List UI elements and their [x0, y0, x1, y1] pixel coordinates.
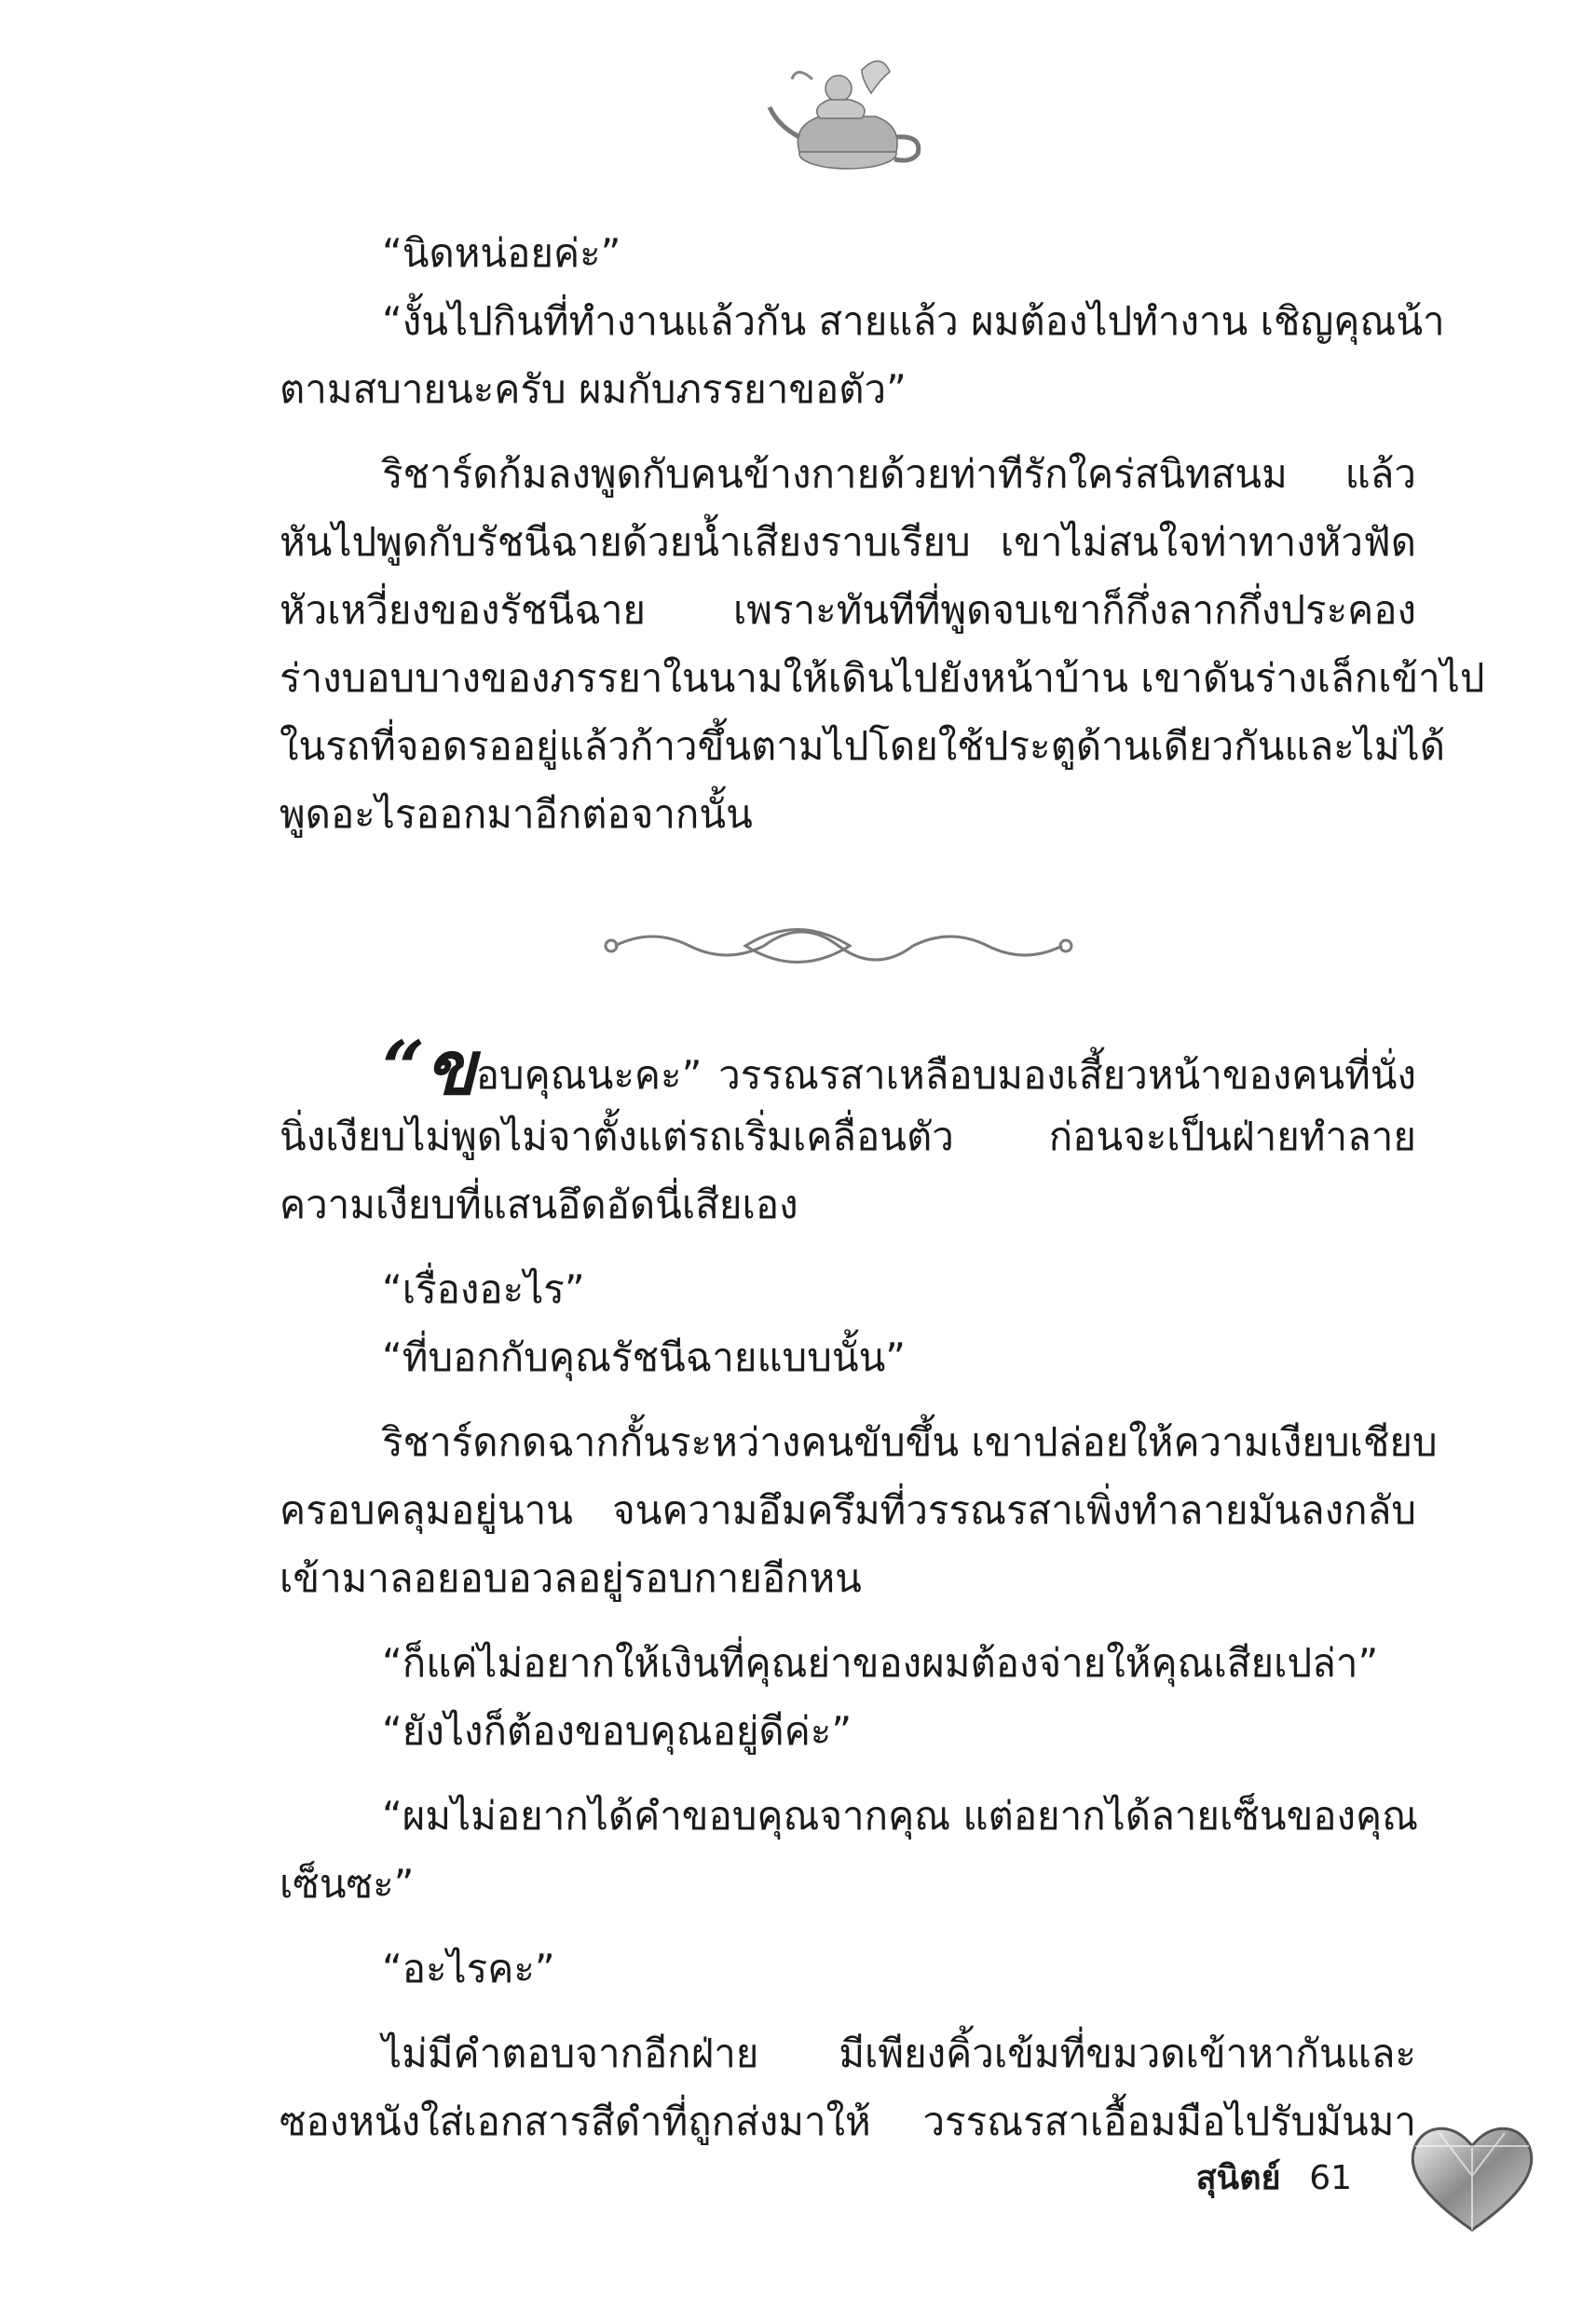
- text-line: ซองหนังใส่เอกสารสีดำที่ถูกส่งมาให้ วรรณรสาเอื้อมมือไปรับมันมา: [280, 2099, 1416, 2144]
- text-line-dropcap: [280, 1024, 1416, 1112]
- diamond-heart-icon: [1402, 2111, 1542, 2241]
- text-line: พูดอะไรออกมาอีกต่อจากนั้น: [280, 791, 753, 837]
- text-line: ริชาร์ดกดฉากกั้นระหว่างคนขับขึ้น เขาปล่อยให้ความเงียบเชียบ: [382, 1419, 1438, 1465]
- text-line: “ก็แค่ไม่อยากให้เงินที่คุณย่าของผมต้องจ่ายให้คุณเสียเปล่า”: [382, 1640, 1379, 1686]
- text-line: เข้ามาลอยอบอวลอยู่รอบกายอีกหน: [280, 1555, 862, 1601]
- text-line: “นิดหน่อยค่ะ”: [382, 230, 621, 276]
- text-line: “งั้นไปกินที่ทำงานแล้วกัน สายแล้ว ผมต้องไปทำงาน เชิญคุณน้า: [382, 298, 1445, 344]
- text-line: หันไปพูดกับรัชนีฉายด้วยน้ำเสียงราบเรียบ เขาไม่สนใจท่าทางหัวฟัด: [280, 519, 1416, 565]
- text-line: นิ่งเงียบไม่พูดไม่จาตั้งแต่รถเริ่มเคลื่อนตัว ก่อนจะเป็นฝ่ายทำลาย: [280, 1114, 1416, 1159]
- text-line: ไม่มีคำตอบจากอีกฝ่าย มีเพียงคิ้วเข้มที่ขมวดเข้าหากันและ: [382, 2031, 1416, 2076]
- text-line: “ที่บอกกับคุณรัชนีฉายแบบนั้น”: [382, 1334, 907, 1380]
- text-line: “อะไรคะ”: [382, 1946, 555, 1991]
- text-line: หัวเหวี่ยงของรัชนีฉาย เพราะทันทีที่พูดจบเขาก็กึ่งลากกึ่งประคอง: [280, 587, 1416, 633]
- teapot-cupid-ornament: [0, 51, 1596, 191]
- text-line: ในรถที่จอดรออยู่แล้วก้าวขึ้นตามไปโดยใช้ประตูด้านเดียวกันและไม่ได้: [280, 723, 1445, 769]
- text-line: ความเงียบที่แสนอึดอัดนี่เสียเอง: [280, 1182, 798, 1227]
- author-name: สุนิตย์: [1195, 2159, 1281, 2197]
- text-line: ริชาร์ดก้มลงพูดกับคนข้างกายด้วยท่าทีรักใคร่สนิทสนม แล้ว: [382, 451, 1416, 497]
- page-footer: [1196, 2151, 1352, 2204]
- text-line: “ยังไงก็ต้องขอบคุณอยู่ดีค่ะ”: [382, 1708, 853, 1754]
- page-number: 61: [1309, 2159, 1352, 2197]
- text-line: “เรื่องอะไร”: [382, 1266, 585, 1312]
- text-line: ร่างบอบบางของภรรยาในนามให้เดินไปยังหน้าบ้าน เขาดันร่างเล็กเข้าไป: [280, 655, 1485, 701]
- text-line: “ผมไม่อยากได้คำขอบคุณจากคุณ แต่อยากได้ลายเซ็นของคุณ: [382, 1793, 1419, 1839]
- drop-cap: “ข: [382, 1024, 476, 1112]
- text-line: เซ็นซะ”: [280, 1861, 415, 1907]
- scroll-divider-ornament: [0, 909, 1596, 983]
- text-line: ครอบคลุมอยู่นาน จนความอึมครึมที่วรรณรสาเพิ่งทำลายมันลงกลับ: [280, 1487, 1416, 1533]
- text-span: อบคุณนะคะ” วรรณรสาเหลือบมองเสี้ยวหน้าของคนที่นั่ง: [475, 1052, 1416, 1098]
- text-line: ตามสบายนะครับ ผมกับภรรยาขอตัว”: [280, 366, 907, 412]
